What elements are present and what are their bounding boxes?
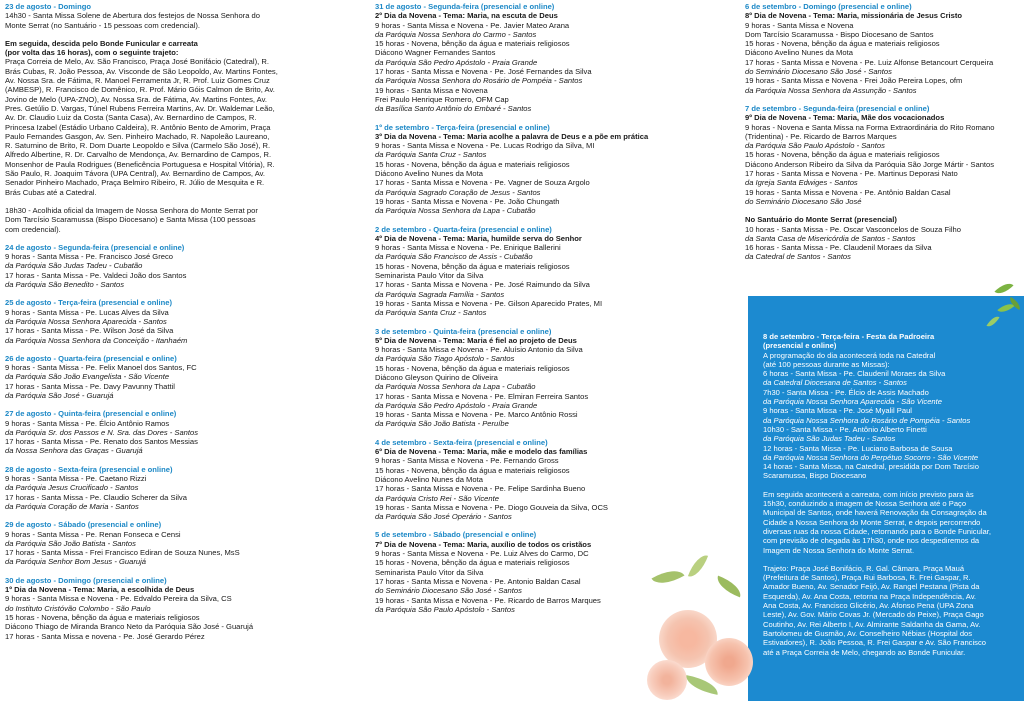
schedule-line: da Paróquia Nossa Senhora da Conceição - Itanhaém: [5, 335, 188, 345]
schedule-line: 17 horas - Santa Missa e Novena - Pe. Felipe Sardinha Bueno: [375, 484, 586, 494]
schedule-line: 9 horas - Santa Missa e Novena: [745, 20, 854, 30]
schedule-line: 7h30 - Santa Missa - Pe. Élcio de Assis Machado: [763, 387, 929, 397]
schedule-line: Jovino de Melo (UPA-ZNO), Av. Nossa Sra. de Fátima, Av. Martins Fontes, Av.: [5, 94, 267, 104]
schedule-line: da Santa Casa de Misericórdia de Santos - Santos: [745, 233, 916, 243]
schedule-line: da Paróquia Nossa Senhora da Assunção - Santos: [745, 85, 917, 95]
schedule-line: 15 horas - Novena, bênção da água e materiais religiosos: [375, 558, 570, 568]
schedule-line: Diácono Anderson Ribeiro da Silva da Paróquia São Jorge Mártir - Santos: [745, 159, 995, 169]
schedule-line: 9 horas - Santa Missa e Novena - Pe. Javier Mateo Arana: [375, 20, 570, 30]
schedule-line: da Paróquia Nossa Senhora do Rosário de Pompéia - Santos: [763, 415, 971, 425]
schedule-line: 10 horas - Santa Missa - Pe. Oscar Vasconcelos de Souza Filho: [745, 224, 961, 234]
section-heading: 24 de agosto - Segunda-feira (presencial e online): [5, 242, 185, 252]
schedule-line: da Paróquia São Paulo Apóstolo - Santos: [745, 141, 885, 151]
feast-day-content: [763, 332, 1023, 666]
schedule-line: 17 horas - Santa Missa - Pe. Davy Pavunny Thattil: [5, 381, 175, 391]
schedule-line: Paulo Fernandes Gasgon, Av. Sen. Pinheiro Machado, R. Napoleão Laureano,: [5, 131, 270, 141]
schedule-section: [5, 243, 297, 289]
schedule-section: [5, 206, 297, 234]
schedule-line: 9 horas - Santa Missa - Pe. Renan Fonseca e Censi: [5, 529, 181, 539]
section-heading: 6 de setembro - Domingo (presencial e online): [745, 2, 912, 11]
schedule-line: 19 horas - Santa Missa e Novena - Pe. João Chungath: [375, 196, 560, 206]
schedule-line: da Paróquia Nossa Senhora da Lapa - Cubatão: [375, 206, 536, 216]
schedule-line: 17 horas - Santa Missa e Novena - Pe. Martinus Deporasi Nato: [745, 169, 958, 179]
section-heading: 26 de agosto - Quarta-feira (presencial e online): [5, 353, 177, 363]
schedule-line: 17 horas - Santa Missa - Pe. Valdeci João dos Santos: [5, 270, 187, 280]
schedule-line: (AMBESP), R. Francisco de Domênico, R. Prof. Mário Góis Calmon de Brito, Av.: [5, 85, 275, 95]
schedule-line: Estivadores), R. João Pessoa, R. Frei Gaspar e Av. São Francisco: [763, 638, 986, 648]
schedule-section: [375, 2, 665, 114]
section-heading: 30 de agosto - Domingo (presencial e online): [5, 575, 167, 585]
schedule-line: 9 horas - Santa Missa - Pe. Felix Manoel dos Santos, FC: [5, 363, 197, 373]
schedule-line: da Paróquia Sagrado Coração de Jesus - Santos: [375, 187, 541, 197]
schedule-line: (por volta das 16 horas), com o seguinte trajeto:: [5, 48, 179, 58]
schedule-section: [5, 576, 297, 641]
schedule-line: da Basílica Santo Antônio do Embaré - Santos: [375, 104, 532, 114]
schedule-line: Imagem de Nossa Senhora do Monte Serrat.: [763, 545, 915, 555]
schedule-line: Diácono Thiago de Miranda Branco Neto da Paróquia São José - Guarujá: [5, 622, 254, 632]
schedule-section: [5, 354, 297, 400]
schedule-line: 19 horas - Santa Missa e Novena - Pe. Gilson Aparecido Prates, MI: [375, 298, 603, 308]
schedule-line: 9 horas - Santa Missa e Novena - Pe. Fernando Gross: [375, 456, 559, 466]
schedule-line: da Paróquia Santa Cruz - Santos: [375, 308, 487, 318]
schedule-line: Senador Pinheiro Machado, Praça Belmiro Ribeiro, R. Júlio de Mesquita e R.: [5, 178, 265, 188]
schedule-line: R. Saturnino de Brito, R. Dom Duarte Leopoldo e Silva (Carmelo São José), R.: [5, 141, 271, 151]
schedule-line: Trajeto: Praça José Bonifácio, R. Gal. Câmara, Praça Mauá: [763, 563, 965, 573]
schedule-line: 9 horas - Santa Missa - Pe. Caetano Rizzi: [5, 474, 147, 484]
schedule-line: No Santuário do Monte Serrat (presencial): [745, 215, 897, 225]
schedule-line: 1º Dia da Novena - Tema: Maria, a escolhida de Deus: [5, 585, 195, 595]
schedule-line: 17 horas - Santa Missa e Novena - Pe. José Raimundo da Silva: [375, 280, 590, 290]
schedule-section: [5, 465, 297, 511]
schedule-section: [375, 123, 665, 216]
schedule-line: 9 horas - Santa Missa e Novena - Pe. Lucas Rodrigo da Silva, MI: [375, 141, 595, 151]
schedule-section: [5, 2, 297, 30]
schedule-line: da Paróquia São João Batista - Peruíbe: [375, 419, 509, 429]
schedule-line: Ana Costa, Av. Francisco Glicério, Av. Afonso Pena (UPA Zona: [763, 601, 974, 611]
schedule-section: [5, 298, 297, 344]
schedule-column-2: [375, 2, 665, 623]
schedule-line: 15 horas - Novena, bênção da água e materiais religiosos: [375, 159, 570, 169]
schedule-line: do Seminário Diocesano São José - Santos: [745, 67, 892, 77]
schedule-column-3: [745, 2, 1024, 271]
schedule-line: 9 horas - Novena e Santa Missa na Forma Extraordinária do Rito Romano: [745, 122, 995, 132]
schedule-line: São Paulo, R. Joaquim Távora (UPA Central), Av. Bernardino de Campos, Av.: [5, 169, 266, 179]
schedule-line: Alfredo Albertine, R. Dr. Carvalho de Mendonça, Av. Bernardino de Campos, R.: [5, 150, 272, 160]
schedule-line: 19 horas - Santa Missa e Novena: [375, 85, 488, 95]
schedule-line: 15h30, conduzindo a imagem de Nossa Senhora até o Paço: [763, 499, 967, 509]
schedule-line: da Paróquia Nossa Senhora Aparecida - São Vicente: [763, 397, 942, 407]
schedule-line: da Paróquia Jesus Crucificado - Santos: [5, 483, 139, 493]
schedule-line: da Paróquia São Judas Tadeu - Cubatão: [5, 261, 143, 271]
schedule-line: 14h30 - Santa Missa Solene de Abertura dos festejos de Nossa Senhora do: [5, 11, 260, 21]
schedule-line: da Catedral de Santos - Santos: [745, 252, 851, 262]
schedule-line: 17 horas - Santa Missa e Novena - Pe. Elmiran Ferreira Santos: [375, 391, 589, 401]
schedule-line: 12 horas - Santa Missa - Pe. Luciano Barbosa de Sousa: [763, 443, 953, 453]
schedule-line: 17 horas - Santa Missa - Pe. Renato dos Santos Messias: [5, 437, 198, 447]
schedule-line: 15 horas - Novena, bênção da água e materiais religiosos: [375, 465, 570, 475]
schedule-line: 15 horas - Novena, bênção da água e materiais religiosos: [375, 39, 570, 49]
schedule-line: Av. Dr. Claudio Luiz da Costa (Santa Casa), Av. Bernardino de Campos, R.: [5, 113, 257, 123]
schedule-line: 9 horas - Santa Missa e Novena - Pe. Aluísio Antonio da Silva: [375, 345, 583, 355]
schedule-section: [375, 327, 665, 429]
schedule-line: do Instituto Cristóvão Colombo - São Paulo: [5, 603, 151, 613]
schedule-line: da Paróquia Coração de Maria - Santos: [5, 501, 139, 511]
schedule-line: 9 horas - Santa Missa - Pe. José Myalil Paul: [763, 406, 912, 416]
schedule-line: da Paróquia São Pedro Apóstolo - Praia Grande: [375, 400, 538, 410]
schedule-line: do Seminário Diocesano São José: [745, 196, 862, 206]
section-heading: 1º de setembro - Terça-feira (presencial e online): [375, 122, 550, 132]
section-heading: 28 de agosto - Sexta-feira (presencial e online): [5, 464, 173, 474]
schedule-line: 15 horas - Novena, bênção da água e materiais religiosos: [745, 39, 940, 49]
schedule-line: 19 horas - Santa Missa e Novena - Pe. Marco Antônio Rossi: [375, 410, 578, 420]
schedule-line: da Igreja Santa Edwiges - Santos: [745, 178, 858, 188]
section-heading: 25 de agosto - Terça-feira (presencial e online): [5, 298, 172, 308]
schedule-section: [763, 490, 1023, 555]
schedule-line: (Tridentina) - Pe. Ricardo de Barros Marques: [745, 131, 897, 141]
schedule-line: Diácono Gleyson Quirino de Oliveira: [375, 372, 498, 382]
schedule-line: 2º Dia da Novena - Tema: Maria, na escuta de Deus: [375, 11, 558, 21]
schedule-section: [375, 530, 665, 614]
section-heading: 2 de setembro - Quarta-feira (presencial e online): [375, 224, 552, 234]
schedule-line: da Paróquia São Tiago Apóstolo - Santos: [375, 354, 515, 364]
schedule-line: 17 horas - Santa Missa - Pe. Claudio Scherer da Silva: [5, 492, 187, 502]
section-heading: 7 de setembro - Segunda-feira (presencial e online): [745, 103, 930, 113]
schedule-line: Em seguida acontecerá a carreata, com início previsto para às: [763, 489, 974, 499]
schedule-line: da Paróquia São Pedro Apóstolo - Praia Grande: [375, 57, 538, 67]
schedule-line: Diácono Avelino Nunes da Mota: [375, 169, 483, 179]
schedule-line: Monsenhor de Paula Rodrigues (Beneficência Portuguesa e Hospital Vitória), R.: [5, 159, 275, 169]
schedule-line: 8º Dia de Novena - Tema: Maria, missionária de Jesus Cristo: [745, 11, 963, 21]
schedule-line: Diácono Avelino Nunes da Mota: [375, 474, 483, 484]
schedule-line: da Paróquia São José Operário - Santos: [375, 512, 512, 522]
schedule-line: 9 horas - Santa Missa e Novena - Pe. Edvaldo Pereira da Silva, CS: [5, 594, 232, 604]
schedule-line: 10h30 - Santa Missa - Pe. Antônio Alberto Finetti: [763, 424, 927, 434]
schedule-line: 18h30 - Acolhida oficial da Imagem de Nossa Senhora do Monte Serrat por: [5, 205, 258, 215]
schedule-line: da Paróquia Nossa Senhora Aparecida - Santos: [5, 316, 167, 326]
schedule-line: 9 horas - Santa Missa - Pe. Francisco José Greco: [5, 252, 173, 262]
schedule-line: 7º Dia de Novena - Tema: Maria, auxílio de todos os cristãos: [375, 539, 592, 549]
schedule-line: 6º Dia de Novena - Tema: Maria, mãe e modelo das famílias: [375, 447, 588, 457]
section-heading: 27 de agosto - Quinta-feira (presencial e online): [5, 409, 177, 419]
schedule-line: da Paróquia São José - Guarujá: [5, 390, 114, 400]
schedule-line: da Paróquia Santa Cruz - Santos: [375, 150, 487, 160]
schedule-line: 19 horas - Santa Missa e Novena - Frei João Pereira Lopes, ofm: [745, 76, 963, 86]
schedule-line: Monte Serrat (no Santuário - 15 pessoas com credencial).: [5, 20, 201, 30]
schedule-line: da Paróquia Sagrada Família - Santos: [375, 289, 505, 299]
schedule-line: Dom Tarcísio Scaramussa (Bispo Diocesano) e Santa Missa (100 pessoas: [5, 215, 256, 225]
section-heading: 23 de agosto - Domingo: [5, 2, 92, 11]
schedule-line: Av. Nossa Sra. de Fátima, R. Manoel Ferramenta Jr, R. Prof. Luiz Gomes Cruz: [5, 76, 270, 86]
schedule-line: 15 horas - Novena, bênção da água e materiais religiosos: [375, 261, 570, 271]
section-heading: 8 de setembro - Terça-feira - Festa da Padroeira: [763, 332, 935, 341]
schedule-section: [763, 564, 1023, 657]
schedule-line: 16 horas - Santa Missa - Pe. Claudenil Moraes da Silva: [745, 243, 932, 253]
schedule-line: diversas ruas da nossa Cidade, retornando para o Bonde Funicular,: [763, 526, 991, 536]
schedule-line: Seminarista Paulo Vitor da Silva: [375, 567, 484, 577]
schedule-line: com previsão de chegada às 17h30, onde nos despediremos da: [763, 536, 980, 546]
schedule-line: da Paróquia São Benedito - Santos: [5, 280, 125, 290]
schedule-line: Pres. Getúlio D. Vargas, Túnel Rubens Ferreira Martins, Av. Dr. Waldemar Leão,: [5, 103, 275, 113]
schedule-line: Brás Cubas até a Catedral.: [5, 187, 97, 197]
schedule-line: Cidade a Nossa Senhora do Monte Serrat, e depois percorrendo: [763, 517, 981, 527]
section-heading: 31 de agosto - Segunda-feira (presencial e online): [375, 2, 555, 11]
schedule-line: 9 horas - Santa Missa e Novena - Pe. Luiz Alves do Carmo, DC: [375, 549, 589, 559]
schedule-line: Dom Tarcísio Scaramussa - Bispo Diocesano de Santos: [745, 29, 934, 39]
schedule-line: Bartolomeu de Gusmão, Av. Conselheiro Nébias (Hospital dos: [763, 628, 973, 638]
schedule-line: 5º Dia de Novena - Tema: Maria é fiel ao projeto de Deus: [375, 335, 577, 345]
schedule-line: 19 horas - Santa Missa e Novena - Pe. Antônio Baldan Casal: [745, 187, 951, 197]
schedule-section: [5, 409, 297, 455]
schedule-line: 17 horas - Santa Missa e Novena - Pe. Luiz Alfonse Betancourt Cerqueira: [745, 57, 994, 67]
schedule-line: da Paróquia Cristo Rei - São Vicente: [375, 493, 499, 503]
schedule-line: Praça Correia de Melo, Av. São Francisco, Praça José Bonifácio (Catedral), R.: [5, 57, 269, 67]
schedule-line: Diácono Wagner Fernandes Santos: [375, 48, 496, 58]
schedule-section: [745, 215, 1024, 261]
schedule-line: 14 horas - Santa Missa, na Catedral, presidida por Dom Tarcísio: [763, 462, 979, 472]
section-heading: 29 de agosto - Sábado (presencial e online): [5, 520, 162, 530]
schedule-line: Brás Cubas, R. João Pessoa, Av. Visconde de São Leopoldo, Av. Martins Fontes,: [5, 66, 278, 76]
schedule-line: Diácono Avelino Nunes da Mota: [745, 48, 853, 58]
schedule-line: até a Praça Correia de Melo, chegando ao Bonde Funicular.: [763, 647, 966, 657]
schedule-line: 9 horas - Santa Missa - Pe. Élcio Antônio Ramos: [5, 418, 170, 428]
schedule-line: da Catedral Diocesana de Santos - Santos: [763, 378, 907, 388]
schedule-line: 17 horas - Santa Missa e Novena - Pe. José Fernandes da Silva: [375, 67, 592, 77]
schedule-line: A programação do dia acontecerá toda na Catedral: [763, 350, 936, 360]
schedule-line: com credencial).: [5, 224, 61, 234]
schedule-line: da Paróquia Sr. dos Passos e N. Sra. das Dores - Santos: [5, 427, 199, 437]
schedule-line: da Nossa Senhora das Graças - Guarujá: [5, 446, 143, 456]
schedule-line: da Paróquia Senhor Bom Jesus - Guarujá: [5, 557, 146, 567]
schedule-line: 9 horas - Santa Missa - Pe. Lucas Alves da Silva: [5, 307, 169, 317]
schedule-line: da Paróquia Nossa Senhora do Carmo - Santos: [375, 29, 537, 39]
schedule-line: da Paróquia São João Evangelista - São Vicente: [5, 372, 170, 382]
schedule-line: 19 horas - Santa Missa e Novena - Pe. Diogo Gouveia da Silva, OCS: [375, 502, 608, 512]
schedule-line: da Paróquia São João Batista - Santos: [5, 538, 136, 548]
schedule-line: da Paróquia São Francisco de Assis - Cubatão: [375, 252, 533, 262]
schedule-line: Em seguida, descida pelo Bonde Funicular e carreata: [5, 38, 198, 48]
schedule-line: da Paróquia Nossa Senhora da Lapa - Cubatão: [375, 382, 536, 392]
schedule-line: da Paróquia São Paulo Apóstolo - Santos: [375, 604, 515, 614]
schedule-line: do Seminário Diocesano São José - Santos: [375, 586, 522, 596]
schedule-section: [375, 225, 665, 318]
schedule-line: (até 100 pessoas durante as Missas):: [763, 359, 890, 369]
schedule-section: [763, 332, 1023, 481]
schedule-section: [5, 39, 297, 197]
schedule-line: (presencial e online): [763, 341, 837, 351]
schedule-line: 4º Dia de Novena - Tema: Maria, humilde serva do Senhor: [375, 233, 582, 243]
schedule-section: [5, 520, 297, 566]
schedule-line: 9º Dia de Novena - Tema: Maria, Mãe dos vocacionados: [745, 113, 945, 123]
section-heading: 3 de setembro - Quinta-feira (presencial e online): [375, 326, 552, 336]
schedule-line: 17 horas - Santa Missa e Novena - Pe. Antonio Baldan Casal: [375, 576, 581, 586]
leaf-icon: [986, 314, 999, 330]
schedule-line: 15 horas - Novena, bênção da água e materiais religiosos: [745, 150, 940, 160]
schedule-line: Seminarista Paulo Vitor da Silva: [375, 271, 484, 281]
schedule-line: 17 horas - Santa Missa e Novena - Pe. Vagner de Souza Argolo: [375, 178, 590, 188]
section-heading: 4 de setembro - Sexta-feira (presencial e online): [375, 437, 548, 447]
flower-icon: [645, 560, 755, 701]
schedule-line: da Paróquia Nossa Senhora do Rosário de Pompéia - Santos: [375, 76, 583, 86]
schedule-line: 17 horas - Santa Missa - Frei Francisco Ediran de Souza Nunes, MsS: [5, 548, 240, 558]
section-heading: 5 de setembro - Sábado (presencial e online): [375, 530, 537, 540]
feast-day-box: [748, 296, 1024, 701]
schedule-line: Frei Paulo Henrique Romero, OFM Cap: [375, 94, 509, 104]
schedule-line: 9 horas - Santa Missa e Novena - Pe. Enirique Ballerini: [375, 243, 561, 253]
schedule-line: 15 horas - Novena, bênção da água e materiais religiosos: [375, 363, 570, 373]
schedule-line: Princesa Izabel (Estádio Urbano Caldeira), R. Antônio Bento de Amorim, Praça: [5, 122, 271, 132]
schedule-line: Municipal de Santos, onde haverá Renovação da Consagração da: [763, 508, 987, 518]
schedule-line: da Paróquia São Judas Tadeu - Santos: [763, 434, 896, 444]
schedule-line: Coutinho, Av. Rei Alberto I, Av. Almirante Saldanha da Gama, Av.: [763, 619, 981, 629]
schedule-section: [375, 438, 665, 522]
schedule-line: Esquerda), Av. Ana Costa, retorna na Praça Independência, Av.: [763, 591, 977, 601]
schedule-section: [745, 2, 1024, 95]
schedule-line: (Prefeitura de Santos), Praça Rui Barbosa, R. Frei Gaspar, R.: [763, 573, 971, 583]
schedule-line: da Paróquia Nossa Senhora do Perpétuo Socorro - São Vicente: [763, 452, 979, 462]
schedule-line: 15 horas - Novena, bênção da água e materiais religiosos: [5, 612, 200, 622]
schedule-line: 3º Dia da Novena - Tema: Maria acolhe a palavra de Deus e a põe em prática: [375, 131, 649, 141]
schedule-line: 6 horas - Santa Missa - Pe. Claudenil Moraes da Silva: [763, 369, 946, 379]
schedule-line: Leste), Av. Gov. Mário Covas Jr. (Mercado do Peixe), Praça Gago: [763, 610, 984, 620]
schedule-line: Scaramussa, Bispo Diocesano: [763, 471, 867, 481]
schedule-column-1: [5, 2, 297, 650]
schedule-line: 19 horas - Santa Missa e Novena - Pe. Ricardo de Barros Marques: [375, 595, 601, 605]
schedule-line: 17 horas - Santa Missa - Pe. Wilson José da Silva: [5, 326, 174, 336]
schedule-line: 17 horas - Santa Missa e novena - Pe. José Gerardo Pérez: [5, 631, 205, 641]
schedule-line: Amador Bueno, Av. Senador Feijó, Av. Rangel Pestana (Pista da: [763, 582, 980, 592]
schedule-section: [745, 104, 1024, 206]
